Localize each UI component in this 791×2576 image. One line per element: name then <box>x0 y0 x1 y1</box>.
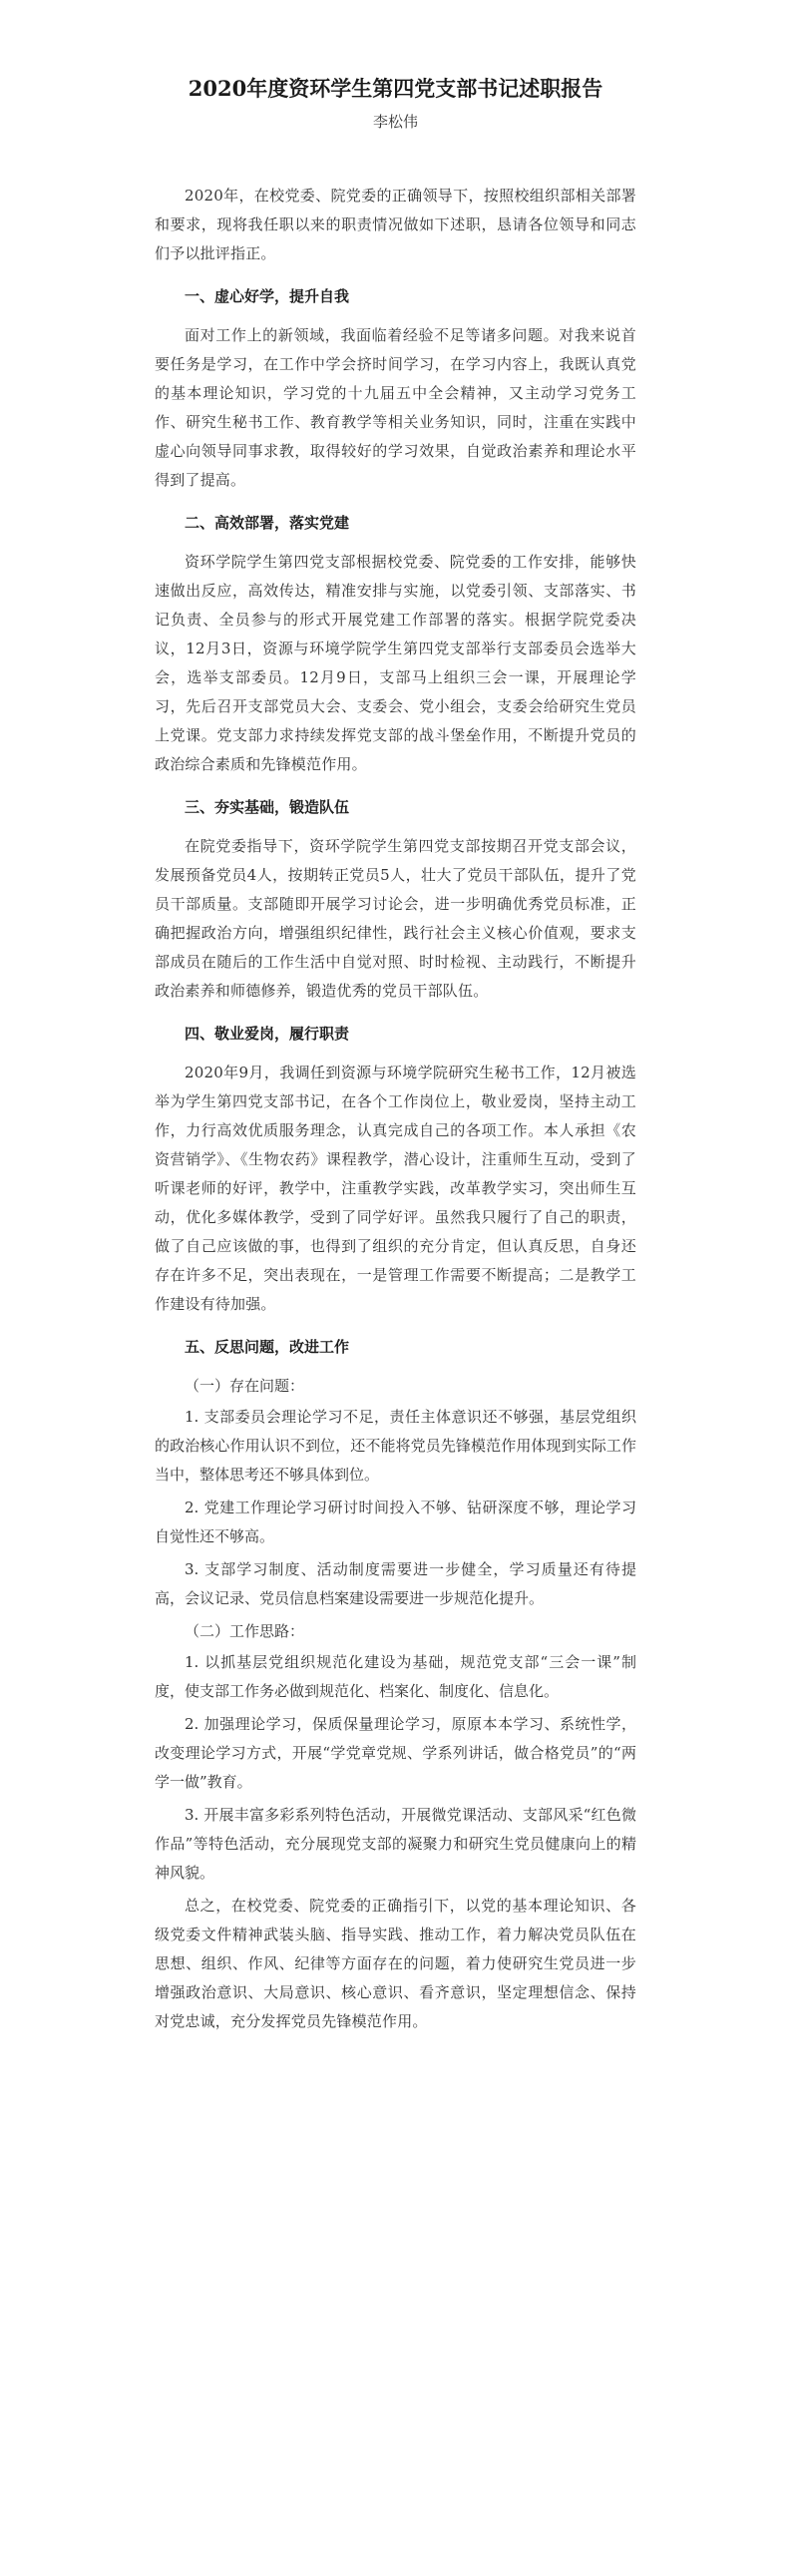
idea-item-2: 2. 加强理论学习，保质保量理论学习，原原本本学习、系统性学，改变理论学习方式，开展“学党章党规、学系列讲话，做合格党员”的“两学一做”教育。 <box>155 1715 636 1791</box>
intro-paragraph: 2020年，在校党委、院党委的正确领导下，按照校组织部相关部署和要求，现将我任职以来的职责情况做如下述职，恳请各位领导和同志们予以批评指正。 <box>155 187 636 262</box>
section-heading-5: 五、反思问题，改进工作 <box>185 1338 350 1356</box>
idea-item-1: 1. 以抓基层党组织规范化建设为基础，规范党支部“三会一课”制度，使支部工作务必做到规范化、档案化、制度化、信息化。 <box>155 1653 636 1700</box>
section-heading-3: 三、夯实基础，锻造队伍 <box>185 798 350 816</box>
section-heading-1: 一、虚心好学，提升自我 <box>185 287 350 305</box>
problem-item-1: 1. 支部委员会理论学习不足，责任主体意识还不够强，基层党组织的政治核心作用认识不到位，还不能将党员先锋模范作用体现到实际工作当中，整体思考还不够具体到位。 <box>155 1408 636 1484</box>
section-heading-2: 二、高效部署，落实党建 <box>185 514 350 532</box>
problem-item-3: 3. 支部学习制度、活动制度需要进一步健全，学习质量还有待提高，会议记录、党员信息档案建设需要进一步规范化提升。 <box>155 1560 636 1607</box>
idea-item-3: 3. 开展丰富多彩系列特色活动，开展微党课活动、支部风采“红色微作品”等特色活动，充分展现党支部的凝聚力和研究生党员健康向上的精神风貌。 <box>155 1806 636 1882</box>
section-paragraph-4: 2020年9月，我调任到资源与环境学院研究生秘书工作，12月被选举为学生第四党支部书记，在各个工作岗位上，敬业爱岗，坚持主动工作，力行高效优质服务理念，认真完成自己的各项工作。本人承担《农资营销学》、《生物农药》课程教学，潜心设计，注重师生互动，受到了听课老师的好评，教学中，注重教学实践，改革教学实习，突出师生互动，优化多媒体教学，受到了同学好评。虽然我只履行了自己的职责，做了自己应该做的事，也得到了组织的充分肯定，但认真反思，自身还存在许多不足，突出表现在，一是管理工作需要不断提高；二是教学工作建设有待加强。 <box>155 1064 636 1313</box>
problem-item-2: 2. 党建工作理论学习研讨时间投入不够、钻研深度不够，理论学习自觉性还不够高。 <box>155 1499 636 1545</box>
section-paragraph-1: 面对工作上的新领域，我面临着经验不足等诸多问题。对我来说首要任务是学习，在工作中学会挤时间学习，在学习内容上，我既认真党的基本理论知识，学习党的十九届五中全会精神，又主动学习党务工作、研究生秘书工作、教育教学等相关业务知识，同时，注重在实践中虚心向领导同事求教，取得较好的学习效果，自觉政治素养和理论水平得到了提高。 <box>155 326 636 489</box>
report-body <box>155 182 636 2036</box>
closing-paragraph: 总之，在校党委、院党委的正确指引下，以党的基本理论知识、各级党委文件精神武装头脑、指导实践、推动工作，着力解决党员队伍在思想、组织、作风、纪律等方面存在的问题，着力使研究生党员进一步增强政治意识、大局意识、核心意识、看齐意识，坚定理想信念、保持对党忠诚，充分发挥党员先锋模范作用。 <box>155 1897 636 2030</box>
section-paragraph-3: 在院党委指导下，资环学院学生第四党支部按期召开党支部会议，发展预备党员4人，按期转正党员5人，壮大了党员干部队伍，提升了党员干部质量。支部随即开展学习讨论会，进一步明确优秀党员标准，正确把握政治方向，增强组织纪律性，践行社会主义核心价值观，要求支部成员在随后的工作生活中自觉对照、时时检视、主动践行，不断提升政治素养和师德修养，锻造优秀的党员干部队伍。 <box>155 837 636 1000</box>
subsection-title-problems: （一）存在问题： <box>185 1377 305 1395</box>
section-paragraph-2: 资环学院学生第四党支部根据校党委、院党委的工作安排，能够快速做出反应，高效传达，精准安排与实施，以党委引领、支部落实、书记负责、全员参与的形式开展党建工作部署的落实。根据学院党委决议，12月3日，资源与环境学院学生第四党支部举行支部委员会选举大会，选举支部委员。12月9日，支部马上组织三会一课，开展理论学习，先后召开支部党员大会、支委会、党小组会，支委会给研究生党员上党课。党支部力求持续发挥党支部的战斗堡垒作用，不断提升党员的政治综合素质和先锋模范作用。 <box>155 553 636 773</box>
report-author: 李松伟 <box>372 113 418 131</box>
subsection-title-ideas: （二）工作思路： <box>185 1622 305 1640</box>
section-heading-4: 四、敬业爱岗，履行职责 <box>185 1025 350 1043</box>
report-title: 2020年度资环学生第四党支部书记述职报告 <box>188 76 603 101</box>
